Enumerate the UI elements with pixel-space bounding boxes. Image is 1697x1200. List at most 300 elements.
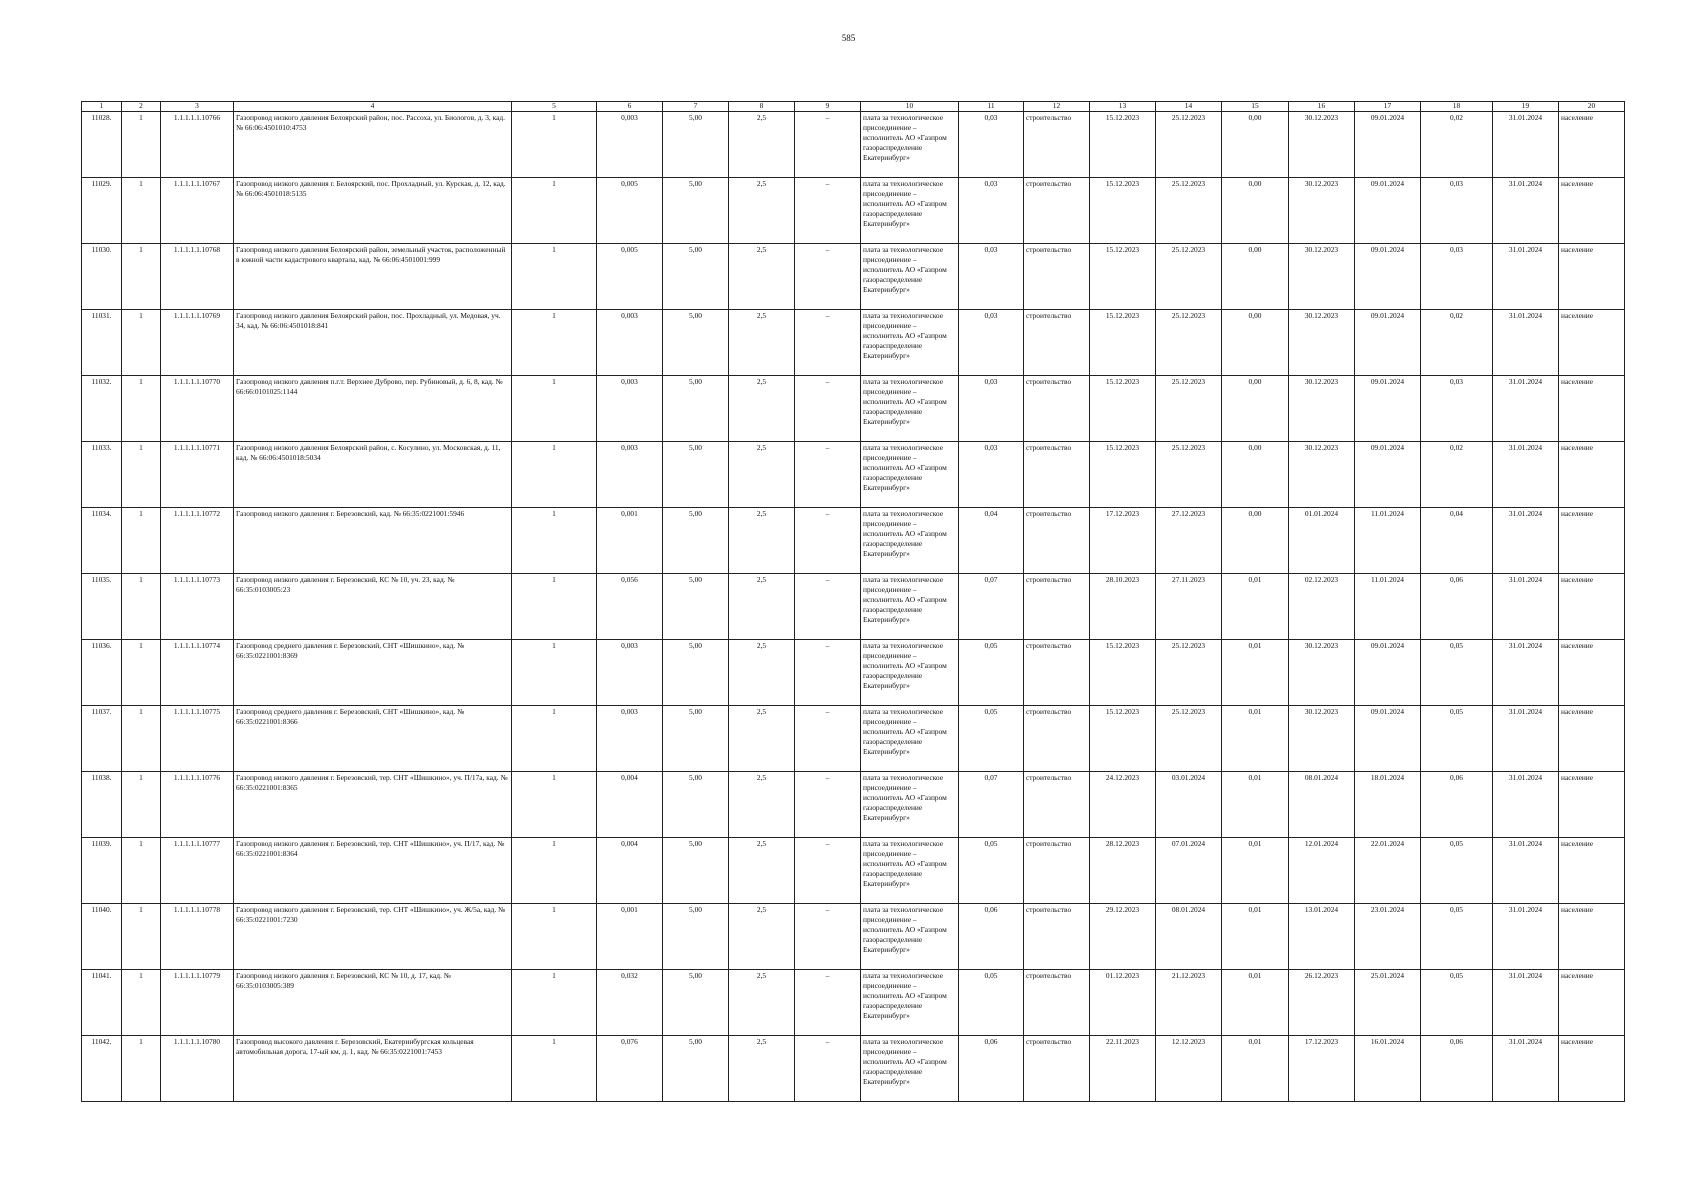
- col5-cell: 1: [512, 706, 597, 772]
- object-name-cell: Газопровод среднего давления г. Березовский, СНТ «Шишкино», кад. № 66:35:0221001:8366: [234, 706, 512, 772]
- funding-source-cell: плата за технологическое присоединение – исполнитель АО «Газпром газораспределение Екатеринбург»: [861, 442, 959, 508]
- col9-cell: –: [795, 970, 861, 1036]
- category-cell: население: [1559, 640, 1625, 706]
- col8-cell: 2,5: [729, 178, 795, 244]
- date19-cell: 31.01.2024: [1493, 574, 1559, 640]
- col8-cell: 2,5: [729, 508, 795, 574]
- col5-cell: 1: [512, 574, 597, 640]
- col18-cell: 0,02: [1421, 310, 1493, 376]
- col8-cell: 2,5: [729, 970, 795, 1036]
- row-number-cell: 11035.: [82, 574, 122, 640]
- col6-cell: 0,005: [597, 178, 663, 244]
- object-name-cell: Газопровод низкого давления г. Белоярский, пос. Прохладный, ул. Курская, д. 12, кад. № 66:06:4501018:5135: [234, 178, 512, 244]
- object-code-cell: 1.1.1.1.1.10778: [161, 904, 234, 970]
- date19-cell: 31.01.2024: [1493, 772, 1559, 838]
- funding-source-cell: плата за технологическое присоединение – исполнитель АО «Газпром газораспределение Екатеринбург»: [861, 112, 959, 178]
- date16-cell: 30.12.2023: [1289, 244, 1355, 310]
- date19-cell: 31.01.2024: [1493, 310, 1559, 376]
- col5-cell: 1: [512, 970, 597, 1036]
- col2-cell: 1: [122, 442, 161, 508]
- object-code-cell: 1.1.1.1.1.10779: [161, 970, 234, 1036]
- col5-cell: 1: [512, 772, 597, 838]
- category-cell: население: [1559, 178, 1625, 244]
- table-row: [82, 838, 1625, 904]
- table-row: [82, 244, 1625, 310]
- work-type-cell: строительство: [1024, 178, 1090, 244]
- col8-cell: 2,5: [729, 376, 795, 442]
- date17-cell: 11.01.2024: [1355, 574, 1421, 640]
- funding-source-cell: плата за технологическое присоединение – исполнитель АО «Газпром газораспределение Екатеринбург»: [861, 1036, 959, 1102]
- funding-source-cell: плата за технологическое присоединение – исполнитель АО «Газпром газораспределение Екатеринбург»: [861, 838, 959, 904]
- date14-cell: 07.01.2024: [1156, 838, 1222, 904]
- date16-cell: 01.01.2024: [1289, 508, 1355, 574]
- col11-cell: 0,05: [959, 838, 1024, 904]
- funding-source-cell: плата за технологическое присоединение – исполнитель АО «Газпром газораспределение Екатеринбург»: [861, 772, 959, 838]
- date16-cell: 26.12.2023: [1289, 970, 1355, 1036]
- funding-source-cell: плата за технологическое присоединение – исполнитель АО «Газпром газораспределение Екатеринбург»: [861, 574, 959, 640]
- column-header-7: 7: [663, 102, 729, 112]
- date16-cell: 30.12.2023: [1289, 112, 1355, 178]
- row-number-cell: 11033.: [82, 442, 122, 508]
- object-name-cell: Газопровод низкого давления г. Березовский, тер. СНТ «Шишкино», уч. П/17а, кад. № 66:35:0221001:8365: [234, 772, 512, 838]
- table-row: [82, 706, 1625, 772]
- date14-cell: 25.12.2023: [1156, 706, 1222, 772]
- object-name-cell: Газопровод низкого давления г. Березовский, КС № 10, уч. 23, кад. № 66:35:0103005:23: [234, 574, 512, 640]
- object-name-cell: Газопровод низкого давления г. Березовский, тер. СНТ «Шишкино», уч. П/17, кад. № 66:35:0221001:8364: [234, 838, 512, 904]
- column-header-2: 2: [122, 102, 161, 112]
- col8-cell: 2,5: [729, 244, 795, 310]
- work-type-cell: строительство: [1024, 508, 1090, 574]
- category-cell: население: [1559, 244, 1625, 310]
- date17-cell: 25.01.2024: [1355, 970, 1421, 1036]
- object-code-cell: 1.1.1.1.1.10772: [161, 508, 234, 574]
- col7-cell: 5,00: [663, 970, 729, 1036]
- col11-cell: 0,05: [959, 970, 1024, 1036]
- col7-cell: 5,00: [663, 508, 729, 574]
- col6-cell: 0,001: [597, 508, 663, 574]
- col5-cell: 1: [512, 838, 597, 904]
- col15-cell: 0,00: [1222, 310, 1289, 376]
- col7-cell: 5,00: [663, 772, 729, 838]
- date17-cell: 09.01.2024: [1355, 376, 1421, 442]
- date19-cell: 31.01.2024: [1493, 112, 1559, 178]
- table-row: [82, 178, 1625, 244]
- column-header-13: 13: [1090, 102, 1156, 112]
- table-body: [82, 112, 1625, 1102]
- date16-cell: 17.12.2023: [1289, 1036, 1355, 1102]
- date13-cell: 24.12.2023: [1090, 772, 1156, 838]
- category-cell: население: [1559, 508, 1625, 574]
- date19-cell: 31.01.2024: [1493, 904, 1559, 970]
- col2-cell: 1: [122, 244, 161, 310]
- col2-cell: 1: [122, 112, 161, 178]
- date13-cell: 15.12.2023: [1090, 112, 1156, 178]
- col15-cell: 0,00: [1222, 508, 1289, 574]
- col5-cell: 1: [512, 244, 597, 310]
- col2-cell: 1: [122, 904, 161, 970]
- col18-cell: 0,06: [1421, 1036, 1493, 1102]
- col2-cell: 1: [122, 376, 161, 442]
- col6-cell: 0,003: [597, 706, 663, 772]
- col18-cell: 0,02: [1421, 442, 1493, 508]
- col15-cell: 0,00: [1222, 178, 1289, 244]
- col8-cell: 2,5: [729, 442, 795, 508]
- date19-cell: 31.01.2024: [1493, 508, 1559, 574]
- col11-cell: 0,07: [959, 574, 1024, 640]
- column-header-11: 11: [959, 102, 1024, 112]
- funding-source-cell: плата за технологическое присоединение – исполнитель АО «Газпром газораспределение Екатеринбург»: [861, 244, 959, 310]
- date14-cell: 25.12.2023: [1156, 244, 1222, 310]
- col18-cell: 0,03: [1421, 244, 1493, 310]
- col15-cell: 0,01: [1222, 970, 1289, 1036]
- col5-cell: 1: [512, 442, 597, 508]
- col7-cell: 5,00: [663, 574, 729, 640]
- col18-cell: 0,03: [1421, 376, 1493, 442]
- col5-cell: 1: [512, 1036, 597, 1102]
- col9-cell: –: [795, 706, 861, 772]
- col6-cell: 0,003: [597, 376, 663, 442]
- row-number-cell: 11038.: [82, 772, 122, 838]
- col7-cell: 5,00: [663, 376, 729, 442]
- column-header-10: 10: [861, 102, 959, 112]
- funding-source-cell: плата за технологическое присоединение – исполнитель АО «Газпром газораспределение Екатеринбург»: [861, 640, 959, 706]
- col8-cell: 2,5: [729, 640, 795, 706]
- col9-cell: –: [795, 508, 861, 574]
- table-row: [82, 574, 1625, 640]
- work-type-cell: строительство: [1024, 904, 1090, 970]
- object-code-cell: 1.1.1.1.1.10780: [161, 1036, 234, 1102]
- date16-cell: 30.12.2023: [1289, 442, 1355, 508]
- column-header-4: 4: [234, 102, 512, 112]
- date14-cell: 03.01.2024: [1156, 772, 1222, 838]
- table-row: [82, 112, 1625, 178]
- col8-cell: 2,5: [729, 112, 795, 178]
- row-number-cell: 11031.: [82, 310, 122, 376]
- work-type-cell: строительство: [1024, 640, 1090, 706]
- col5-cell: 1: [512, 178, 597, 244]
- table-row: [82, 640, 1625, 706]
- date13-cell: 15.12.2023: [1090, 178, 1156, 244]
- register-table: [81, 101, 1625, 1102]
- col7-cell: 5,00: [663, 178, 729, 244]
- date16-cell: 08.01.2024: [1289, 772, 1355, 838]
- date17-cell: 09.01.2024: [1355, 244, 1421, 310]
- date14-cell: 21.12.2023: [1156, 970, 1222, 1036]
- column-header-8: 8: [729, 102, 795, 112]
- date13-cell: 22.11.2023: [1090, 1036, 1156, 1102]
- col2-cell: 1: [122, 1036, 161, 1102]
- column-header-6: 6: [597, 102, 663, 112]
- date14-cell: 25.12.2023: [1156, 442, 1222, 508]
- work-type-cell: строительство: [1024, 574, 1090, 640]
- date17-cell: 22.01.2024: [1355, 838, 1421, 904]
- col8-cell: 2,5: [729, 904, 795, 970]
- col11-cell: 0,03: [959, 310, 1024, 376]
- date19-cell: 31.01.2024: [1493, 640, 1559, 706]
- col11-cell: 0,03: [959, 442, 1024, 508]
- category-cell: население: [1559, 442, 1625, 508]
- object-name-cell: Газопровод высокого давления г. Березовский, Екатеринбургская кольцевая автомобильная дорога, 17-ый км, д. 1, кад. № 66:35:0221001:7453: [234, 1036, 512, 1102]
- col11-cell: 0,07: [959, 772, 1024, 838]
- col2-cell: 1: [122, 508, 161, 574]
- date13-cell: 28.12.2023: [1090, 838, 1156, 904]
- date16-cell: 30.12.2023: [1289, 640, 1355, 706]
- object-name-cell: Газопровод низкого давления Белоярский район, пос. Прохладный, ул. Медовая, уч. 34, кад. № 66:06:4501018:841: [234, 310, 512, 376]
- col15-cell: 0,01: [1222, 574, 1289, 640]
- col11-cell: 0,03: [959, 112, 1024, 178]
- col6-cell: 0,056: [597, 574, 663, 640]
- object-code-cell: 1.1.1.1.1.10766: [161, 112, 234, 178]
- row-number-cell: 11034.: [82, 508, 122, 574]
- col2-cell: 1: [122, 706, 161, 772]
- col9-cell: –: [795, 376, 861, 442]
- page-number: 585: [841, 33, 856, 43]
- date19-cell: 31.01.2024: [1493, 970, 1559, 1036]
- col15-cell: 0,01: [1222, 1036, 1289, 1102]
- col7-cell: 5,00: [663, 442, 729, 508]
- category-cell: население: [1559, 376, 1625, 442]
- col5-cell: 1: [512, 904, 597, 970]
- object-code-cell: 1.1.1.1.1.10770: [161, 376, 234, 442]
- date13-cell: 15.12.2023: [1090, 442, 1156, 508]
- work-type-cell: строительство: [1024, 376, 1090, 442]
- work-type-cell: строительство: [1024, 838, 1090, 904]
- date19-cell: 31.01.2024: [1493, 838, 1559, 904]
- category-cell: население: [1559, 838, 1625, 904]
- date16-cell: 30.12.2023: [1289, 376, 1355, 442]
- date14-cell: 25.12.2023: [1156, 376, 1222, 442]
- col2-cell: 1: [122, 640, 161, 706]
- col6-cell: 0,004: [597, 772, 663, 838]
- date19-cell: 31.01.2024: [1493, 442, 1559, 508]
- col15-cell: 0,00: [1222, 244, 1289, 310]
- col15-cell: 0,01: [1222, 904, 1289, 970]
- object-name-cell: Газопровод низкого давления г. Березовский, тер. СНТ «Шишкино», уч. Ж/5а, кад. № 66:35:0221001:7230: [234, 904, 512, 970]
- date13-cell: 15.12.2023: [1090, 310, 1156, 376]
- col18-cell: 0,02: [1421, 112, 1493, 178]
- object-name-cell: Газопровод низкого давления Белоярский район, с. Косулино, ул. Московская, д. 11, кад. № 66:06:4501018:5034: [234, 442, 512, 508]
- col7-cell: 5,00: [663, 640, 729, 706]
- date17-cell: 09.01.2024: [1355, 310, 1421, 376]
- date14-cell: 27.11.2023: [1156, 574, 1222, 640]
- object-name-cell: Газопровод низкого давления п.г.т. Верхнее Дуброво, пер. Рубиновый, д. 6, 8, кад. № 66:66:0101025:1144: [234, 376, 512, 442]
- col15-cell: 0,01: [1222, 838, 1289, 904]
- funding-source-cell: плата за технологическое присоединение – исполнитель АО «Газпром газораспределение Екатеринбург»: [861, 310, 959, 376]
- col7-cell: 5,00: [663, 1036, 729, 1102]
- col18-cell: 0,05: [1421, 904, 1493, 970]
- col11-cell: 0,04: [959, 508, 1024, 574]
- col9-cell: –: [795, 904, 861, 970]
- row-number-cell: 11029.: [82, 178, 122, 244]
- table-row: [82, 376, 1625, 442]
- work-type-cell: строительство: [1024, 706, 1090, 772]
- date17-cell: 16.01.2024: [1355, 1036, 1421, 1102]
- col6-cell: 0,004: [597, 838, 663, 904]
- col15-cell: 0,00: [1222, 376, 1289, 442]
- column-header-15: 15: [1222, 102, 1289, 112]
- col6-cell: 0,003: [597, 112, 663, 178]
- col2-cell: 1: [122, 310, 161, 376]
- row-number-cell: 11030.: [82, 244, 122, 310]
- date13-cell: 15.12.2023: [1090, 376, 1156, 442]
- col7-cell: 5,00: [663, 904, 729, 970]
- date19-cell: 31.01.2024: [1493, 1036, 1559, 1102]
- date19-cell: 31.01.2024: [1493, 706, 1559, 772]
- date19-cell: 31.01.2024: [1493, 178, 1559, 244]
- date17-cell: 09.01.2024: [1355, 706, 1421, 772]
- date14-cell: 25.12.2023: [1156, 310, 1222, 376]
- funding-source-cell: плата за технологическое присоединение – исполнитель АО «Газпром газораспределение Екатеринбург»: [861, 904, 959, 970]
- funding-source-cell: плата за технологическое присоединение – исполнитель АО «Газпром газораспределение Екатеринбург»: [861, 970, 959, 1036]
- col2-cell: 1: [122, 574, 161, 640]
- column-header-16: 16: [1289, 102, 1355, 112]
- col8-cell: 2,5: [729, 706, 795, 772]
- category-cell: население: [1559, 1036, 1625, 1102]
- col6-cell: 0,076: [597, 1036, 663, 1102]
- date13-cell: 29.12.2023: [1090, 904, 1156, 970]
- date14-cell: 25.12.2023: [1156, 178, 1222, 244]
- col15-cell: 0,00: [1222, 442, 1289, 508]
- col9-cell: –: [795, 112, 861, 178]
- col18-cell: 0,05: [1421, 640, 1493, 706]
- row-number-cell: 11039.: [82, 838, 122, 904]
- col6-cell: 0,003: [597, 310, 663, 376]
- date16-cell: 02.12.2023: [1289, 574, 1355, 640]
- work-type-cell: строительство: [1024, 970, 1090, 1036]
- work-type-cell: строительство: [1024, 772, 1090, 838]
- funding-source-cell: плата за технологическое присоединение – исполнитель АО «Газпром газораспределение Екатеринбург»: [861, 376, 959, 442]
- column-header-17: 17: [1355, 102, 1421, 112]
- column-header-14: 14: [1156, 102, 1222, 112]
- date16-cell: 30.12.2023: [1289, 706, 1355, 772]
- col9-cell: –: [795, 244, 861, 310]
- col8-cell: 2,5: [729, 574, 795, 640]
- col9-cell: –: [795, 1036, 861, 1102]
- col11-cell: 0,03: [959, 178, 1024, 244]
- col9-cell: –: [795, 574, 861, 640]
- col5-cell: 1: [512, 640, 597, 706]
- date17-cell: 23.01.2024: [1355, 904, 1421, 970]
- col9-cell: –: [795, 838, 861, 904]
- date17-cell: 09.01.2024: [1355, 178, 1421, 244]
- category-cell: население: [1559, 112, 1625, 178]
- col2-cell: 1: [122, 838, 161, 904]
- date16-cell: 12.01.2024: [1289, 838, 1355, 904]
- table-row: [82, 508, 1625, 574]
- col11-cell: 0,05: [959, 706, 1024, 772]
- col11-cell: 0,06: [959, 904, 1024, 970]
- row-number-cell: 11037.: [82, 706, 122, 772]
- col8-cell: 2,5: [729, 838, 795, 904]
- column-header-18: 18: [1421, 102, 1493, 112]
- object-name-cell: Газопровод низкого давления г. Березовский, КС № 10, д. 17, кад. № 66:35:0103005:389: [234, 970, 512, 1036]
- column-header-9: 9: [795, 102, 861, 112]
- object-code-cell: 1.1.1.1.1.10775: [161, 706, 234, 772]
- date17-cell: 18.01.2024: [1355, 772, 1421, 838]
- col6-cell: 0,001: [597, 904, 663, 970]
- col2-cell: 1: [122, 178, 161, 244]
- row-number-cell: 11028.: [82, 112, 122, 178]
- col18-cell: 0,05: [1421, 970, 1493, 1036]
- col11-cell: 0,06: [959, 1036, 1024, 1102]
- date17-cell: 11.01.2024: [1355, 508, 1421, 574]
- work-type-cell: строительство: [1024, 112, 1090, 178]
- col9-cell: –: [795, 640, 861, 706]
- work-type-cell: строительство: [1024, 310, 1090, 376]
- date17-cell: 09.01.2024: [1355, 112, 1421, 178]
- work-type-cell: строительство: [1024, 244, 1090, 310]
- funding-source-cell: плата за технологическое присоединение – исполнитель АО «Газпром газораспределение Екатеринбург»: [861, 178, 959, 244]
- category-cell: население: [1559, 904, 1625, 970]
- col5-cell: 1: [512, 508, 597, 574]
- date14-cell: 25.12.2023: [1156, 112, 1222, 178]
- col18-cell: 0,06: [1421, 574, 1493, 640]
- date14-cell: 08.01.2024: [1156, 904, 1222, 970]
- col5-cell: 1: [512, 376, 597, 442]
- table-row: [82, 904, 1625, 970]
- date14-cell: 25.12.2023: [1156, 640, 1222, 706]
- col9-cell: –: [795, 178, 861, 244]
- object-code-cell: 1.1.1.1.1.10773: [161, 574, 234, 640]
- date17-cell: 09.01.2024: [1355, 442, 1421, 508]
- col8-cell: 2,5: [729, 310, 795, 376]
- date14-cell: 12.12.2023: [1156, 1036, 1222, 1102]
- col2-cell: 1: [122, 970, 161, 1036]
- work-type-cell: строительство: [1024, 442, 1090, 508]
- table-row: [82, 442, 1625, 508]
- col8-cell: 2,5: [729, 1036, 795, 1102]
- row-number-cell: 11040.: [82, 904, 122, 970]
- col7-cell: 5,00: [663, 706, 729, 772]
- table-row: [82, 970, 1625, 1036]
- col15-cell: 0,01: [1222, 640, 1289, 706]
- category-cell: население: [1559, 310, 1625, 376]
- date13-cell: 15.12.2023: [1090, 640, 1156, 706]
- category-cell: население: [1559, 772, 1625, 838]
- date17-cell: 09.01.2024: [1355, 640, 1421, 706]
- header-row: [82, 102, 1625, 112]
- category-cell: население: [1559, 706, 1625, 772]
- funding-source-cell: плата за технологическое присоединение – исполнитель АО «Газпром газораспределение Екатеринбург»: [861, 706, 959, 772]
- object-code-cell: 1.1.1.1.1.10769: [161, 310, 234, 376]
- category-cell: население: [1559, 970, 1625, 1036]
- date19-cell: 31.01.2024: [1493, 244, 1559, 310]
- date13-cell: 28.10.2023: [1090, 574, 1156, 640]
- col15-cell: 0,01: [1222, 706, 1289, 772]
- col18-cell: 0,03: [1421, 178, 1493, 244]
- table-row: [82, 310, 1625, 376]
- col6-cell: 0,005: [597, 244, 663, 310]
- col18-cell: 0,06: [1421, 772, 1493, 838]
- col18-cell: 0,05: [1421, 706, 1493, 772]
- col6-cell: 0,003: [597, 640, 663, 706]
- col9-cell: –: [795, 772, 861, 838]
- date16-cell: 30.12.2023: [1289, 178, 1355, 244]
- object-code-cell: 1.1.1.1.1.10768: [161, 244, 234, 310]
- table-row: [82, 772, 1625, 838]
- col11-cell: 0,05: [959, 640, 1024, 706]
- row-number-cell: 11032.: [82, 376, 122, 442]
- column-header-5: 5: [512, 102, 597, 112]
- col6-cell: 0,032: [597, 970, 663, 1036]
- col18-cell: 0,04: [1421, 508, 1493, 574]
- column-header-12: 12: [1024, 102, 1090, 112]
- column-header-20: 20: [1559, 102, 1625, 112]
- work-type-cell: строительство: [1024, 1036, 1090, 1102]
- date13-cell: 15.12.2023: [1090, 244, 1156, 310]
- col15-cell: 0,00: [1222, 112, 1289, 178]
- col6-cell: 0,003: [597, 442, 663, 508]
